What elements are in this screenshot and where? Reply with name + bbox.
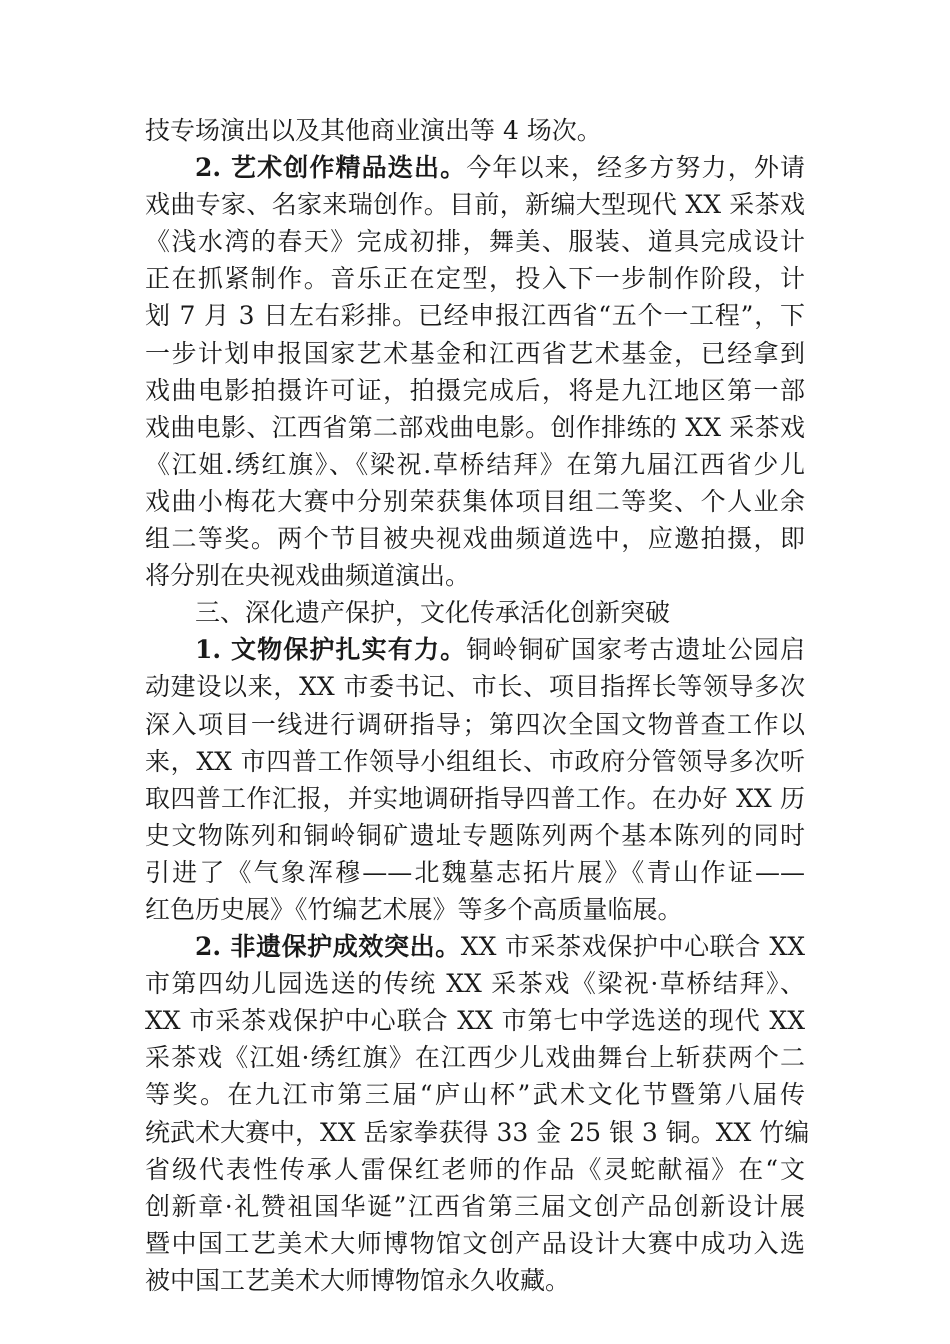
paragraph-lead: 2. 非遗保护成效突出。: [195, 932, 461, 962]
text-line: 创新章·礼赞祖国华诞”江西省第三届文创产品创新设计展: [145, 1191, 805, 1221]
text-line: 省级代表性传承人雷保红老师的作品《灵蛇献福》在“文: [145, 1154, 805, 1184]
text-line-rest: XX 市采茶戏保护中心联合 XX: [460, 932, 805, 962]
text-line: 采茶戏《江姐·绣红旗》在江西少儿戏曲舞台上斩获两个二: [145, 1043, 805, 1073]
text-line: 将分别在央视戏曲频道演出。: [145, 561, 471, 591]
text-line: 来，XX 市四普工作领导小组组长、市政府分管领导多次听: [145, 746, 805, 776]
text-line: 组二等奖。两个节目被央视戏曲频道选中，应邀拍摄，即: [145, 524, 805, 554]
text-line: 划 7 月 3 日左右彩排。已经申报江西省“五个一工程”，下: [145, 301, 805, 331]
text-line: 引进了《气象浑穆——北魏墓志拓片展》《青山作证——: [145, 857, 805, 887]
text-line: 戏曲小梅花大赛中分别荣获集体项目组二等奖、个人业余: [145, 486, 805, 516]
text-line: 《江姐.绣红旗》、《梁祝.草桥结拜》在第九届江西省少儿: [145, 449, 805, 479]
paragraph-intangible-heritage: [145, 928, 810, 1299]
text-line: 红色历史展》《竹编艺术展》等多个高质量临展。: [145, 894, 683, 924]
text-line-rest: 今年以来，经多方努力，外请: [466, 153, 805, 183]
text-line: 被中国工艺美术大师博物馆永久收藏。: [145, 1265, 571, 1295]
text-line: [145, 928, 805, 965]
text-line: 一步计划申报国家艺术基金和江西省艺术基金，已经拿到: [145, 338, 805, 368]
paragraph-art-creation: [145, 149, 805, 594]
text-line-rest: 铜岭铜矿国家考古遗址公园启: [466, 635, 805, 665]
text-line: 取四普工作汇报，并实地调研指导四普工作。在办好 XX 历: [145, 783, 805, 813]
text-line: 《浅水湾的春天》完成初排，舞美、服装、道具完成设计: [145, 227, 805, 257]
paragraph-lead: 2. 艺术创作精品迭出。: [195, 153, 467, 183]
text-line: 史文物陈列和铜岭铜矿遗址专题陈列两个基本陈列的同时: [145, 820, 805, 850]
text-line: 市第四幼儿园选送的传统 XX 采茶戏《梁祝·草桥结拜》、: [145, 969, 805, 999]
text-line: [145, 631, 805, 668]
text-line: 戏曲专家、名家来瑞创作。目前，新编大型现代 XX 采茶戏: [145, 190, 805, 220]
text-line: 戏曲电影拍摄许可证，拍摄完成后，将是九江地区第一部: [145, 375, 805, 405]
text-line: 暨中国工艺美术大师博物馆文创产品设计大赛中成功入选: [145, 1228, 805, 1258]
paragraph-relic-protection: [145, 631, 805, 928]
text-line: 统武术大赛中，XX 岳家拳获得 33 金 25 银 3 铜。XX 竹编: [145, 1117, 810, 1147]
paragraph-lead: 1. 文物保护扎实有力。: [195, 635, 467, 665]
text-line: 戏曲电影、江西省第二部戏曲电影。创作排练的 XX 采茶戏: [145, 412, 805, 442]
section-heading: 三、深化遗产保护，文化传承活化创新突破: [195, 598, 671, 628]
text-line: 等奖。在九江市第三届“庐山杯”武术文化节暨第八届传: [145, 1080, 805, 1110]
text-line: XX 市采茶戏保护中心联合 XX 市第七中学选送的现代 XX: [145, 1006, 805, 1036]
document-body: [145, 112, 810, 1299]
text-line: 正在抓紧制作。音乐正在定型，投入下一步制作阶段，计: [145, 264, 805, 294]
paragraph-continuation: [145, 112, 805, 149]
text-line: [145, 149, 805, 186]
text-line: 技专场演出以及其他商业演出等 4 场次。: [145, 116, 602, 145]
text-line: 动建设以来，XX 市委书记、市长、项目指挥长等领导多次: [145, 672, 805, 702]
text-line: 深入项目一线进行调研指导；第四次全国文物普查工作以: [145, 709, 805, 739]
